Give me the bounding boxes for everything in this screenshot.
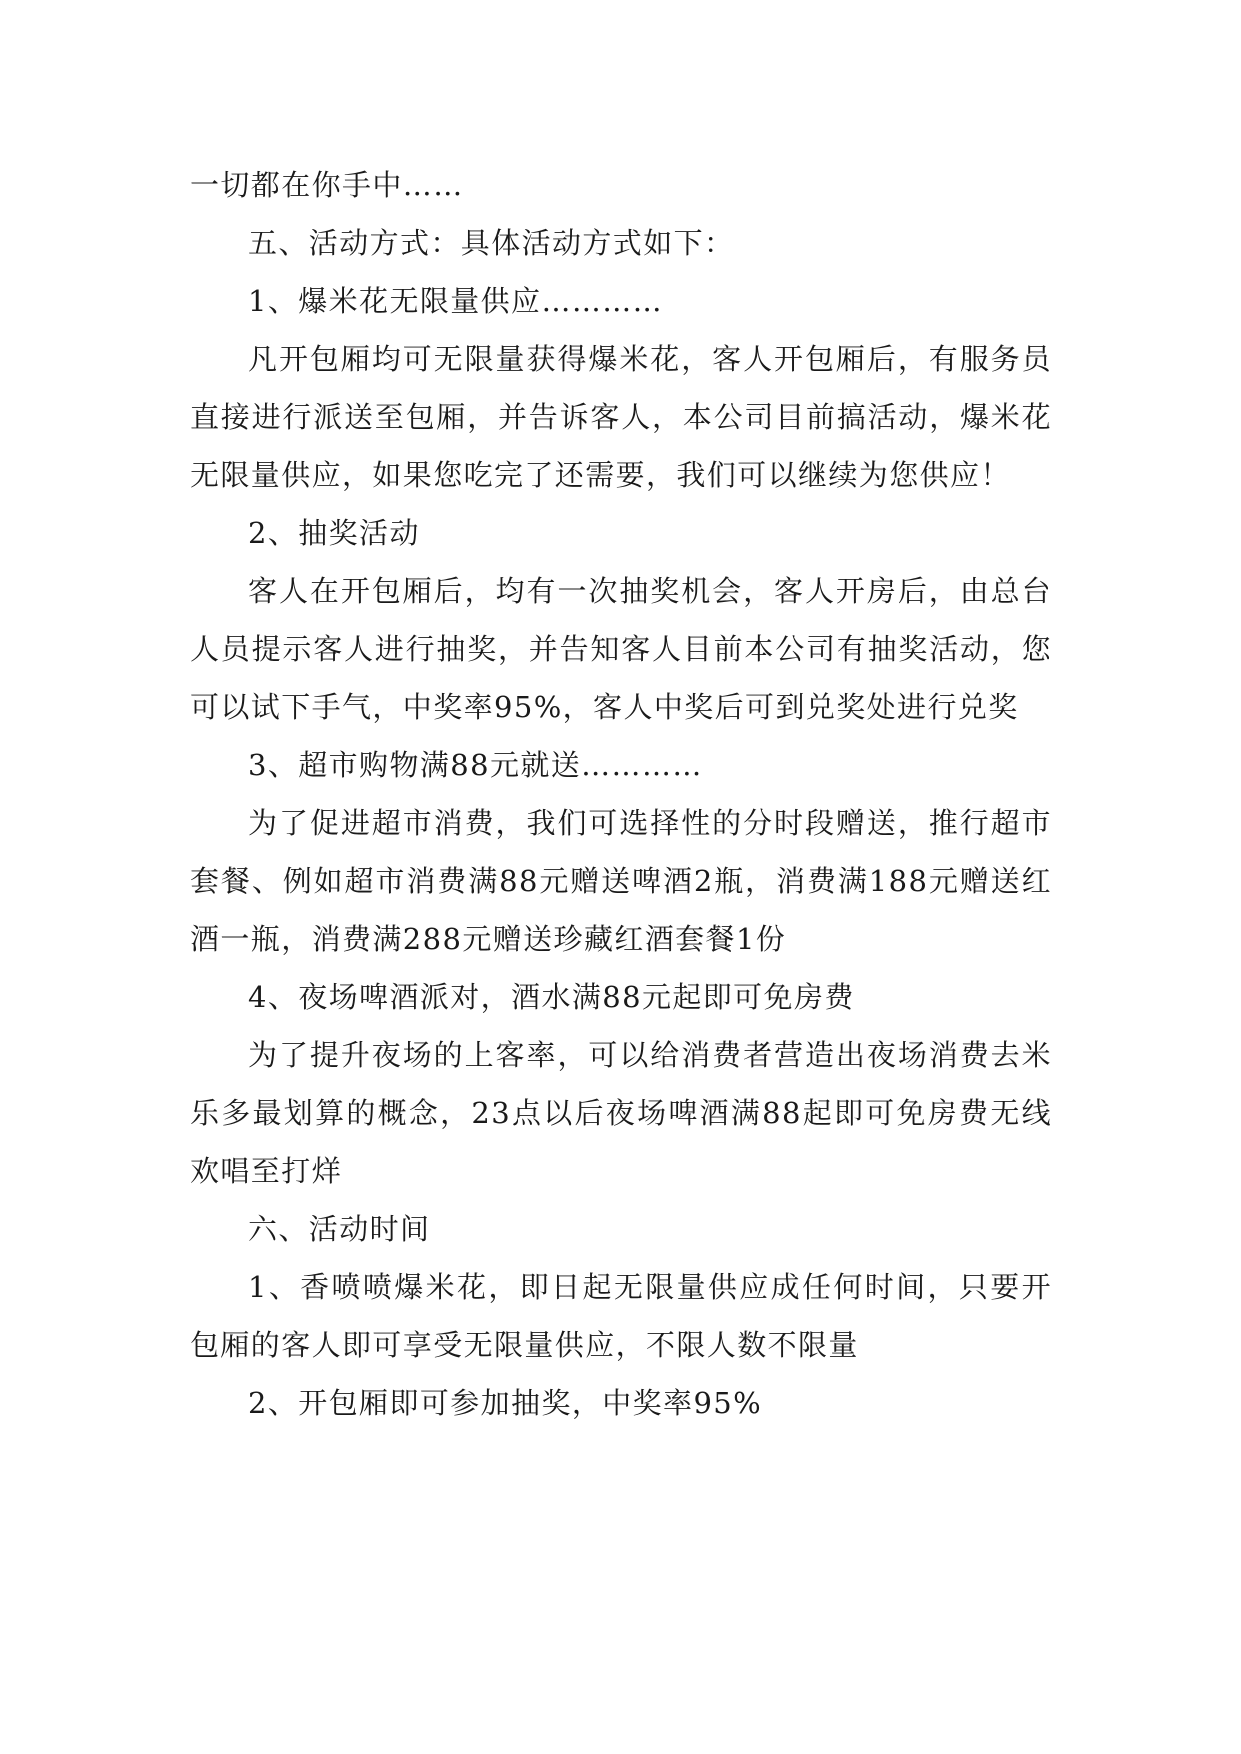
paragraph: 为了促进超市消费，我们可选择性的分时段赠送，推行超市套餐、例如超市消费满88元赠送啤酒2瓶，消费满188元赠送红酒一瓶，消费满288元赠送珍藏红酒套餐1份	[190, 806, 1052, 956]
item-heading-supermarket: 3、超市购物满88元就送…………	[248, 748, 703, 782]
item-heading-lottery: 2、抽奖活动	[248, 516, 420, 550]
paragraph: 2、开包厢即可参加抽奖，中奖率95%	[248, 1386, 763, 1420]
section-heading-activity-time: 六、活动时间	[248, 1212, 431, 1246]
paragraph: 一切都在你手中……	[190, 168, 464, 202]
paragraph: 1、香喷喷爆米花，即日起无限量供应成任何时间，只要开包厢的客人即可享受无限量供应，不限人数不限量	[190, 1270, 1052, 1362]
paragraph: 为了提升夜场的上客率，可以给消费者营造出夜场消费去米乐多最划算的概念，23点以后夜场啤酒满88起即可免房费无线欢唱至打烊	[190, 1038, 1052, 1188]
paragraph: 客人在开包厢后，均有一次抽奖机会，客人开房后，由总台人员提示客人进行抽奖，并告知客人目前本公司有抽奖活动，您可以试下手气，中奖率95%，客人中奖后可到兑奖处进行兑奖	[190, 574, 1052, 724]
document-body	[190, 156, 1052, 1432]
section-heading-activity-method: 五、活动方式：具体活动方式如下：	[248, 226, 735, 260]
paragraph: 凡开包厢均可无限量获得爆米花，客人开包厢后，有服务员直接进行派送至包厢，并告诉客人，本公司目前搞活动，爆米花无限量供应，如果您吃完了还需要，我们可以继续为您供应！	[190, 342, 1052, 492]
item-heading-beer-party: 4、夜场啤酒派对，酒水满88元起即可免房费	[248, 980, 855, 1014]
item-heading-popcorn: 1、爆米花无限量供应…………	[248, 284, 664, 318]
